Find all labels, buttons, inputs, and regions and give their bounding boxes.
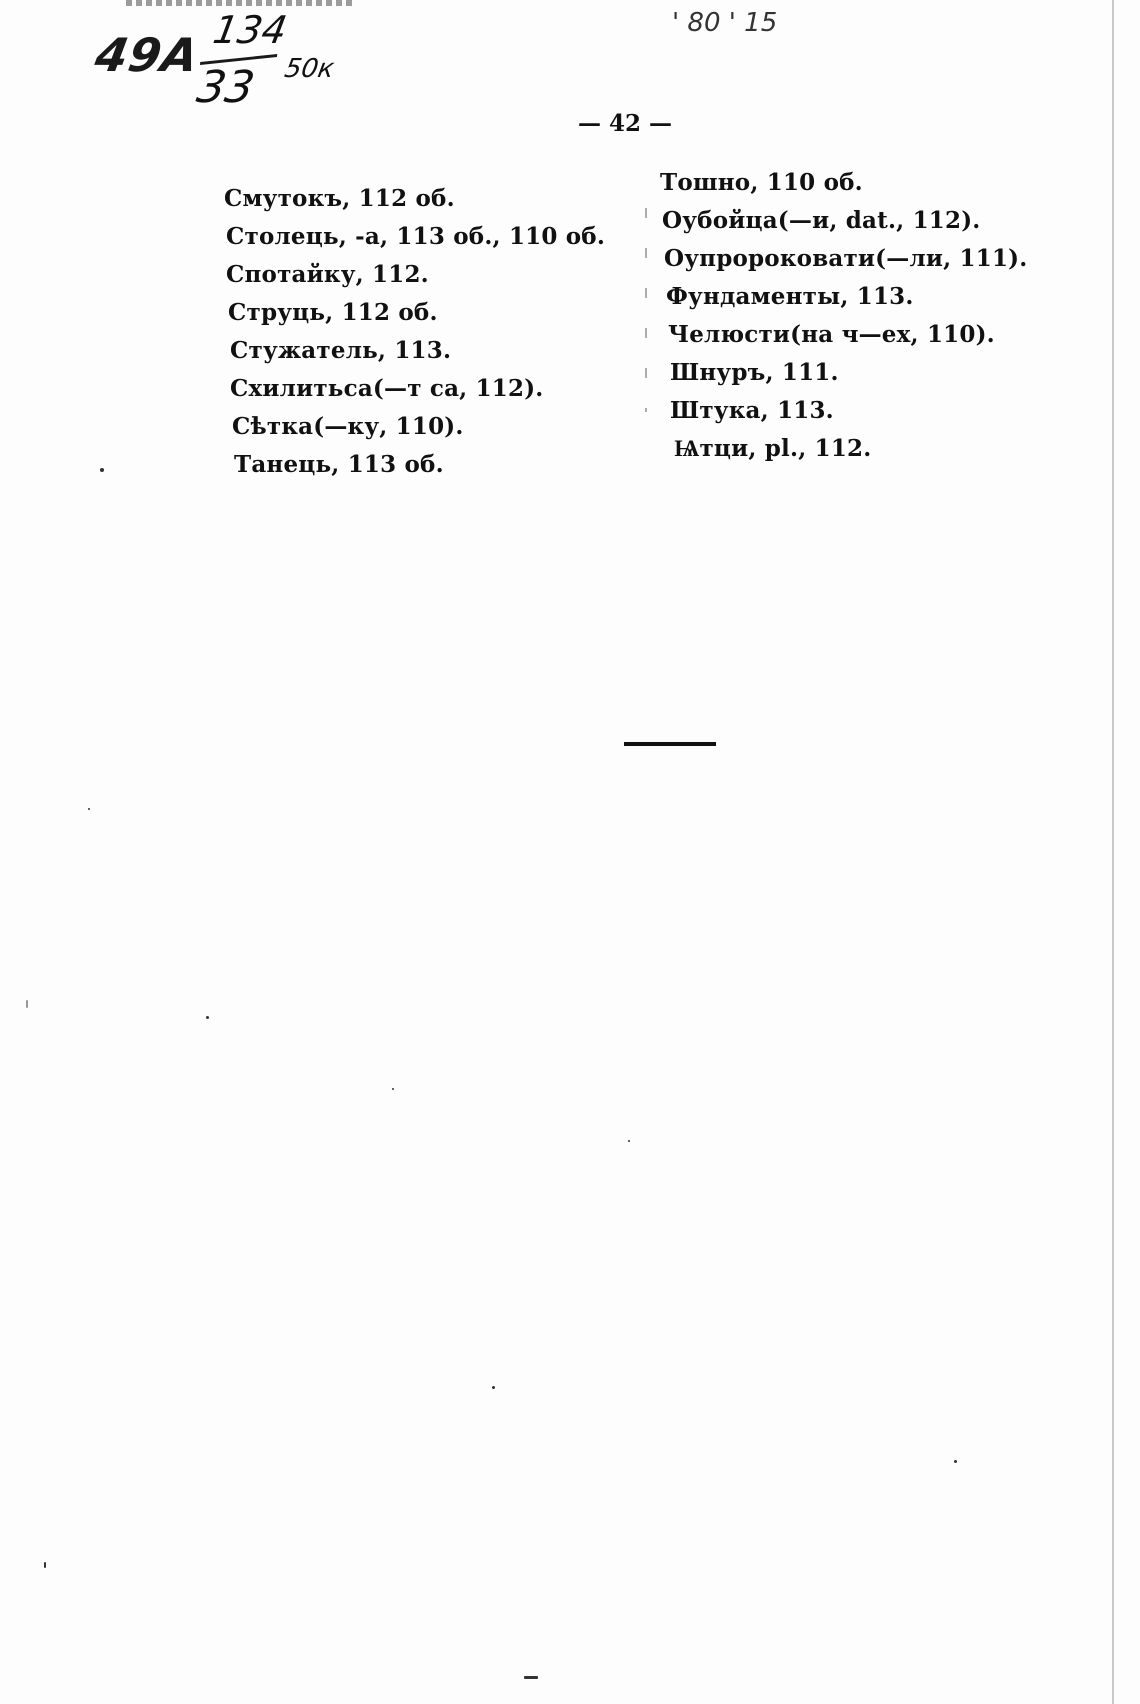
handwritten-fraction-top: 134	[209, 8, 291, 52]
index-column-left	[224, 180, 605, 484]
index-entry: Ѩтци, pl., 112.	[674, 435, 872, 462]
scan-speck	[954, 1460, 957, 1463]
handwritten-fraction-note: 50к	[282, 54, 337, 84]
cut-off-text-fragment	[126, 0, 356, 6]
scan-speck	[26, 1000, 28, 1008]
scan-speck	[524, 1676, 538, 1679]
index-entry: Струць, 112 об.	[228, 299, 438, 326]
scan-speck	[628, 1140, 630, 1142]
index-entry: Смутокъ, 112 об.	[224, 185, 455, 212]
index-entry: Оупророковати(—ли, 111).	[664, 245, 1028, 272]
index-entry: Штука, 113.	[670, 397, 834, 424]
index-entry: Столець, -а, 113 об., 110 об.	[226, 223, 606, 250]
index-entry: Сѣтка(—ку, 110).	[232, 413, 464, 440]
index-entry: Схилитьса(—т са, 112).	[230, 375, 544, 402]
handwritten-fraction-bottom: 33	[193, 62, 259, 113]
page-edge-line	[1112, 0, 1114, 1704]
column-divider-marks	[645, 208, 647, 412]
end-of-section-rule	[624, 742, 716, 746]
index-entry: Челюсти(на ч—ех, 110).	[668, 321, 995, 348]
handwritten-fraction	[190, 8, 369, 118]
index-entry: Фундаменты, 113.	[666, 283, 914, 310]
scan-speck	[88, 808, 90, 810]
index-column-right	[660, 164, 1027, 468]
page-number: — 42 —	[578, 110, 673, 137]
index-entry: Стужатель, 113.	[230, 337, 452, 364]
scan-speck	[206, 1016, 209, 1019]
index-entry: Танець, 113 об.	[234, 451, 444, 478]
index-entry: Шнуръ, 111.	[670, 359, 839, 386]
index-entry: Оубойца(—и, dat., 112).	[662, 207, 981, 234]
handwritten-catalog-mark: 49A	[91, 28, 204, 82]
scan-speck	[44, 1562, 46, 1568]
scan-speck	[492, 1386, 495, 1389]
scan-speck	[100, 468, 104, 472]
scan-speck	[392, 1088, 394, 1090]
handwritten-top-right-note: ' 80 ' 15	[672, 8, 778, 38]
index-entry: Тошно, 110 об.	[660, 169, 863, 196]
index-entry: Спотайку, 112.	[226, 261, 429, 288]
